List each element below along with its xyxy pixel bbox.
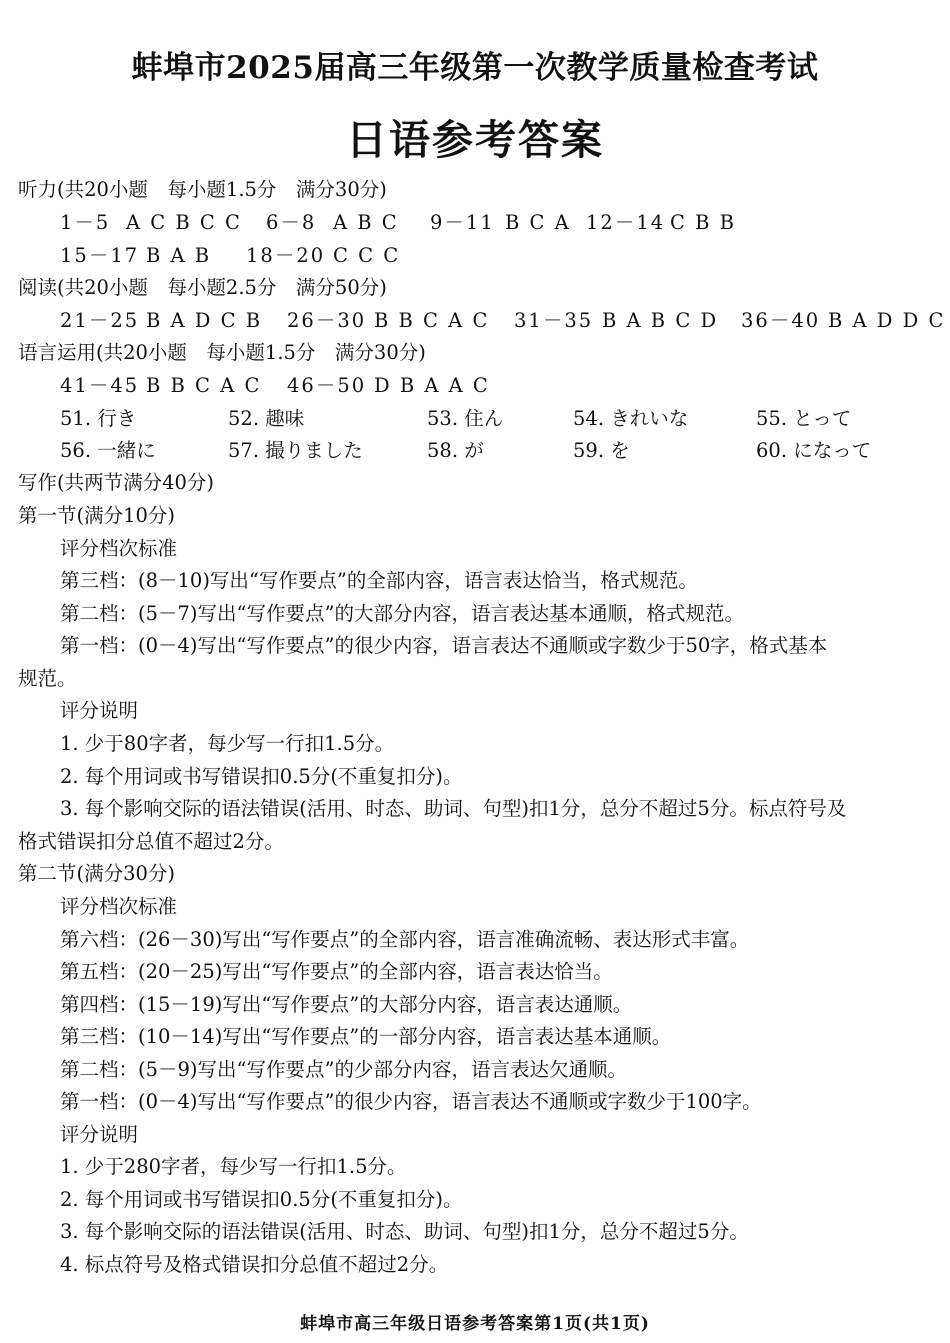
criteria-line: 第一档：(0－4)写出“写作要点”的很少内容，语言表达不通顺或字数少于100字。 xyxy=(60,1090,762,1113)
answer-range: 6－8 xyxy=(266,211,317,234)
answer-letters: B C A xyxy=(505,211,571,234)
note-line: 3. 每个影响交际的语法错误(活用、时态、助词、句型)扣1分，总分不超过5分。标点符号及 xyxy=(60,797,847,820)
reading-heading: 阅读(共20小题 每小题2.5分 满分50分) xyxy=(18,276,387,299)
answer-range: 26－30 xyxy=(287,309,367,332)
fill-answer: 54. きれいな xyxy=(573,407,689,430)
answer-letters: A B C xyxy=(333,211,399,234)
section1-criteria-heading: 评分档次标准 xyxy=(60,537,178,560)
answer-range: 18－20 xyxy=(246,244,326,267)
language-heading: 语言运用(共20小题 每小题1.5分 满分30分) xyxy=(18,341,426,364)
answer-letters: C C C xyxy=(333,244,401,267)
document-title: 蚌埠市2025届高三年级第一次教学质量检查考试 xyxy=(131,50,819,86)
criteria-line: 第四档：(15－19)写出“写作要点”的大部分内容，语言表达通顺。 xyxy=(60,993,633,1016)
document-subtitle: 日语参考答案 xyxy=(346,116,604,164)
answer-range: 46－50 xyxy=(287,374,367,397)
criteria-line: 第三档：(10－14)写出“写作要点”的一部分内容，语言表达基本通顺。 xyxy=(60,1025,672,1048)
answer-range: 41－45 xyxy=(60,374,140,397)
note-line: 3. 每个影响交际的语法错误(活用、时态、助词、句型)扣1分，总分不超过5分。 xyxy=(60,1220,749,1243)
answer-letters: B A D C B xyxy=(146,309,263,332)
fill-answer: 52. 趣味 xyxy=(228,407,305,430)
page-footer: 蚌埠市高三年级日语参考答案第1页(共1页) xyxy=(300,1314,650,1334)
fill-answer: 55. とって xyxy=(756,407,852,430)
fill-answer: 58. が xyxy=(427,439,484,462)
fill-answer: 51. 行き xyxy=(60,407,137,430)
answer-letters: B A D D C xyxy=(828,309,946,332)
fill-answer: 60. になって xyxy=(756,439,872,462)
answer-letters: B A B xyxy=(146,244,212,267)
criteria-line: 第五档：(20－25)写出“写作要点”的全部内容，语言表达恰当。 xyxy=(60,960,613,983)
answer-letters: C B B xyxy=(670,211,736,234)
note-line: 1. 少于80字者，每少写一行扣1.5分。 xyxy=(60,732,395,755)
answer-range: 15－17 xyxy=(60,244,140,267)
answer-range: 21－25 xyxy=(60,309,140,332)
criteria-line: 第二档：(5－7)写出“写作要点”的大部分内容，语言表达基本通顺，格式规范。 xyxy=(60,602,744,625)
criteria-line-continued: 规范。 xyxy=(18,667,77,690)
answer-letters: B B C A C xyxy=(374,309,490,332)
note-line: 4. 标点符号及格式错误扣分总值不超过2分。 xyxy=(60,1253,449,1276)
section2-notes-heading: 评分说明 xyxy=(60,1123,139,1146)
note-line: 2. 每个用词或书写错误扣0.5分(不重复扣分)。 xyxy=(60,1188,463,1211)
answer-letters: B A B C D xyxy=(602,309,719,332)
note-line: 2. 每个用词或书写错误扣0.5分(不重复扣分)。 xyxy=(60,765,463,788)
answer-range: 36－40 xyxy=(741,309,821,332)
answer-range: 9－11 xyxy=(430,211,495,234)
section2-heading: 第二节(满分30分) xyxy=(18,862,176,885)
answer-range: 31－35 xyxy=(514,309,594,332)
answer-letters: B B C A C xyxy=(146,374,262,397)
section2-criteria-heading: 评分档次标准 xyxy=(60,895,178,918)
section1-heading: 第一节(满分10分) xyxy=(18,504,176,527)
answer-letters: D B A A C xyxy=(374,374,490,397)
fill-answer: 56. 一緒に xyxy=(60,439,156,462)
section1-notes-heading: 评分说明 xyxy=(60,699,139,722)
listening-heading: 听力(共20小题 每小题1.5分 满分30分) xyxy=(18,178,387,201)
answer-range: 12－14 xyxy=(586,211,666,234)
note-line: 1. 少于280字者，每少写一行扣1.5分。 xyxy=(60,1155,407,1178)
answer-range: 1－5 xyxy=(60,211,111,234)
criteria-line: 第六档：(26－30)写出“写作要点”的全部内容，语言准确流畅、表达形式丰富。 xyxy=(60,928,750,951)
criteria-line: 第二档：(5－9)写出“写作要点”的少部分内容，语言表达欠通顺。 xyxy=(60,1058,627,1081)
fill-answer: 57. 撮りました xyxy=(228,439,363,462)
writing-heading: 写作(共两节满分40分) xyxy=(18,471,215,494)
answer-letters: A C B C C xyxy=(126,211,242,234)
criteria-line: 第一档：(0－4)写出“写作要点”的很少内容，语言表达不通顺或字数少于50字，格式基本 xyxy=(60,634,828,657)
criteria-line: 第三档：(8－10)写出“写作要点”的全部内容，语言表达恰当，格式规范。 xyxy=(60,569,698,592)
note-line-continued: 格式错误扣分总值不超过2分。 xyxy=(18,830,284,853)
fill-answer: 59. を xyxy=(573,439,630,462)
fill-answer: 53. 住ん xyxy=(427,407,504,430)
